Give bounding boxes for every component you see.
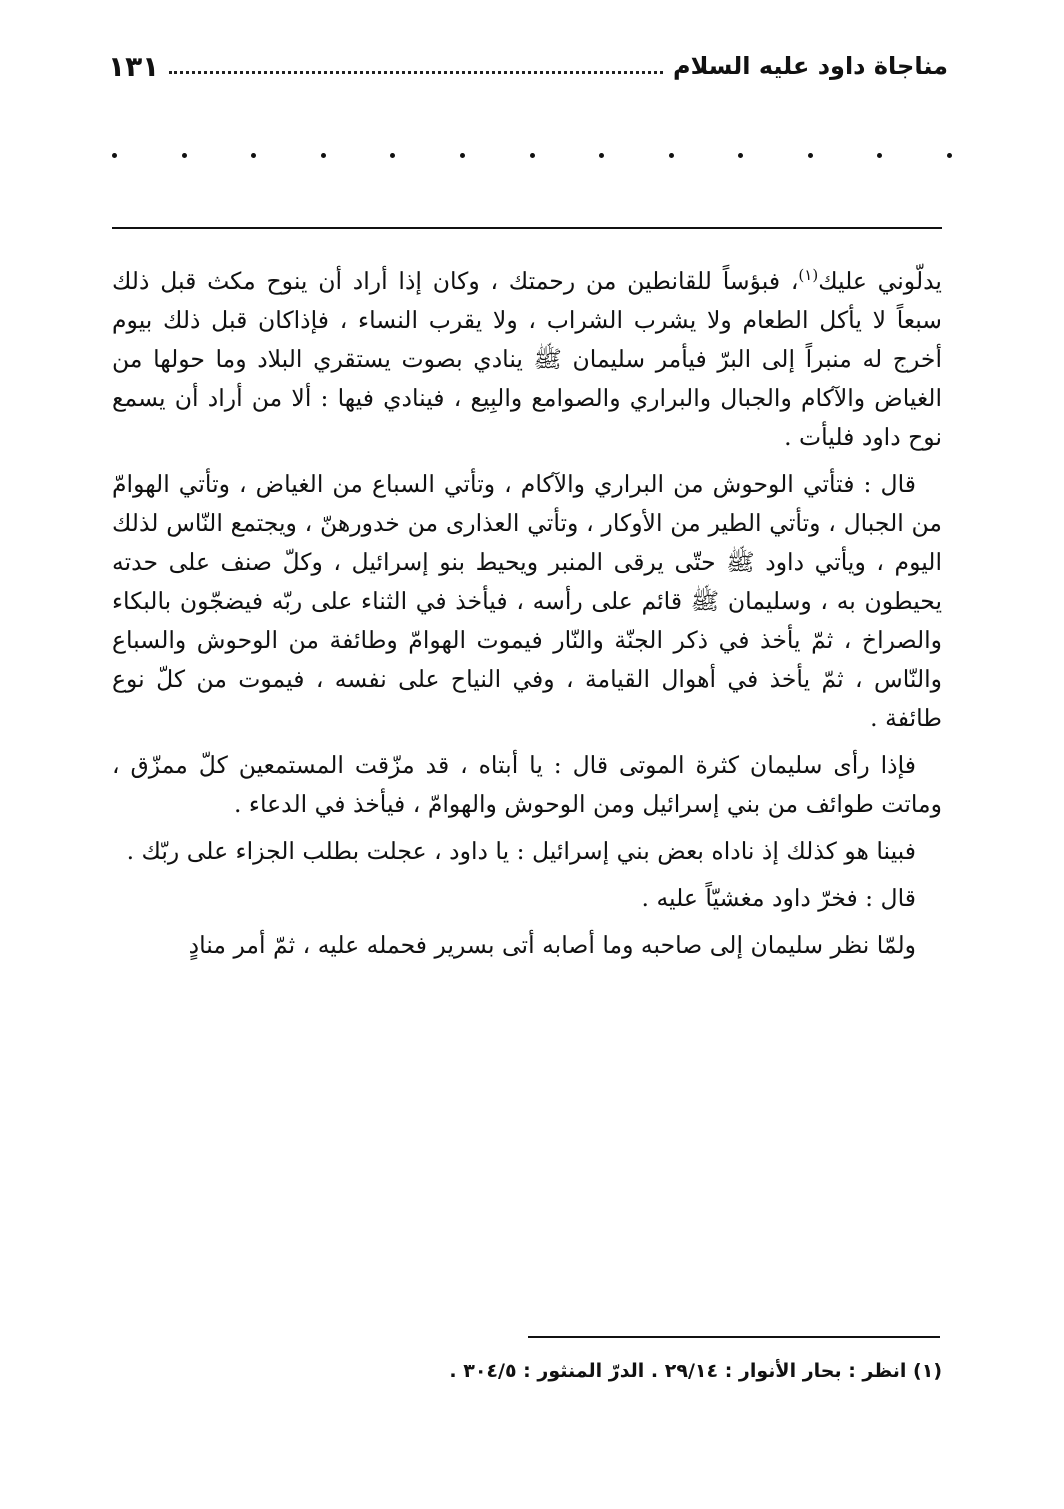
footnote-marker: (١) bbox=[798, 266, 819, 285]
footnote: (١) انظر : بحار الأنوار : ٢٩/١٤ . الدرّ المنثور : ٣٠٤/٥ . bbox=[449, 1360, 942, 1382]
body-text bbox=[112, 262, 942, 973]
paragraph: قال : فخرّ داود مغشيّاً عليه . bbox=[641, 884, 916, 912]
paragraph: فبينا هو كذلك إذ ناداه بعض بني إسرائيل : يا داود ، عجلت بطلب الجزاء على ربّك . bbox=[126, 837, 916, 865]
header-rule bbox=[112, 227, 942, 229]
paragraph: ولمّا نظر سليمان إلى صاحبه وما أصابه أتى بسرير فحمله عليه ، ثمّ أمر منادٍ bbox=[188, 931, 916, 959]
chapter-title: مناجاة داود عليه السلام bbox=[672, 52, 948, 80]
paragraph: يدلّوني عليك$^{(١)}$، فبؤساً للقانطين من رحمتك ، وكان إذا أراد أن ينوح مكث قبل ذلك سبعاً لا يأكل الطعام ولا يشرب الشراب ، ولا يقرب النساء ، فإذاكان قبل ذلك بيوم أخرج له منبراً إلى البرّ فيأمر سليمان ﷺ ينادي بصوت يستقري البلاد وما حولها من الغياض والآكام والجبال والبراري والصوامع والبِيع ، فينادي فيها : ألا من أراد أن يسمع نوح داود فليأت . bbox=[112, 266, 942, 451]
paragraph: قال : فتأتي الوحوش من البراري والآكام ، وتأتي السباع من الغياض ، وتأتي الهوامّ من الجبال ، وتأتي الطير من الأوكار ، وتأتي العذارى من خدورهنّ ، ويجتمع النّاس لذلك اليوم ، ويأتي داود ﷺ حتّى يرقى المنبر ويحيط بنو إسرائيل ، وكلّ صنف على حدته يحيطون به ، وسليمان ﷺ قائم على رأسه ، فيأخذ في الثناء على ربّه فيضجّون بالبكاء والصراخ ، ثمّ يأخذ في ذكر الجنّة والنّار فيموت الهوامّ وطائفة من الوحوش والسباع والنّاس ، ثمّ يأخذ في أهوال القيامة ، وفي النياح على نفسه ، فيموت من كلّ نوع طائفة . bbox=[112, 470, 942, 732]
running-header bbox=[108, 42, 948, 90]
paragraph: فإذا رأى سليمان كثرة الموتى قال : يا أبتاه ، قد مزّقت المستمعين كلّ ممزّق ، وماتت طوائف من بني إسرائيل ومن الوحوش والهوامّ ، فيأخذ في الدعاء . bbox=[112, 751, 942, 818]
footnote-rule bbox=[528, 1336, 940, 1338]
dot-leader bbox=[169, 71, 663, 74]
ornamental-dots bbox=[112, 140, 952, 170]
page-number: ١٣١ bbox=[108, 49, 160, 83]
